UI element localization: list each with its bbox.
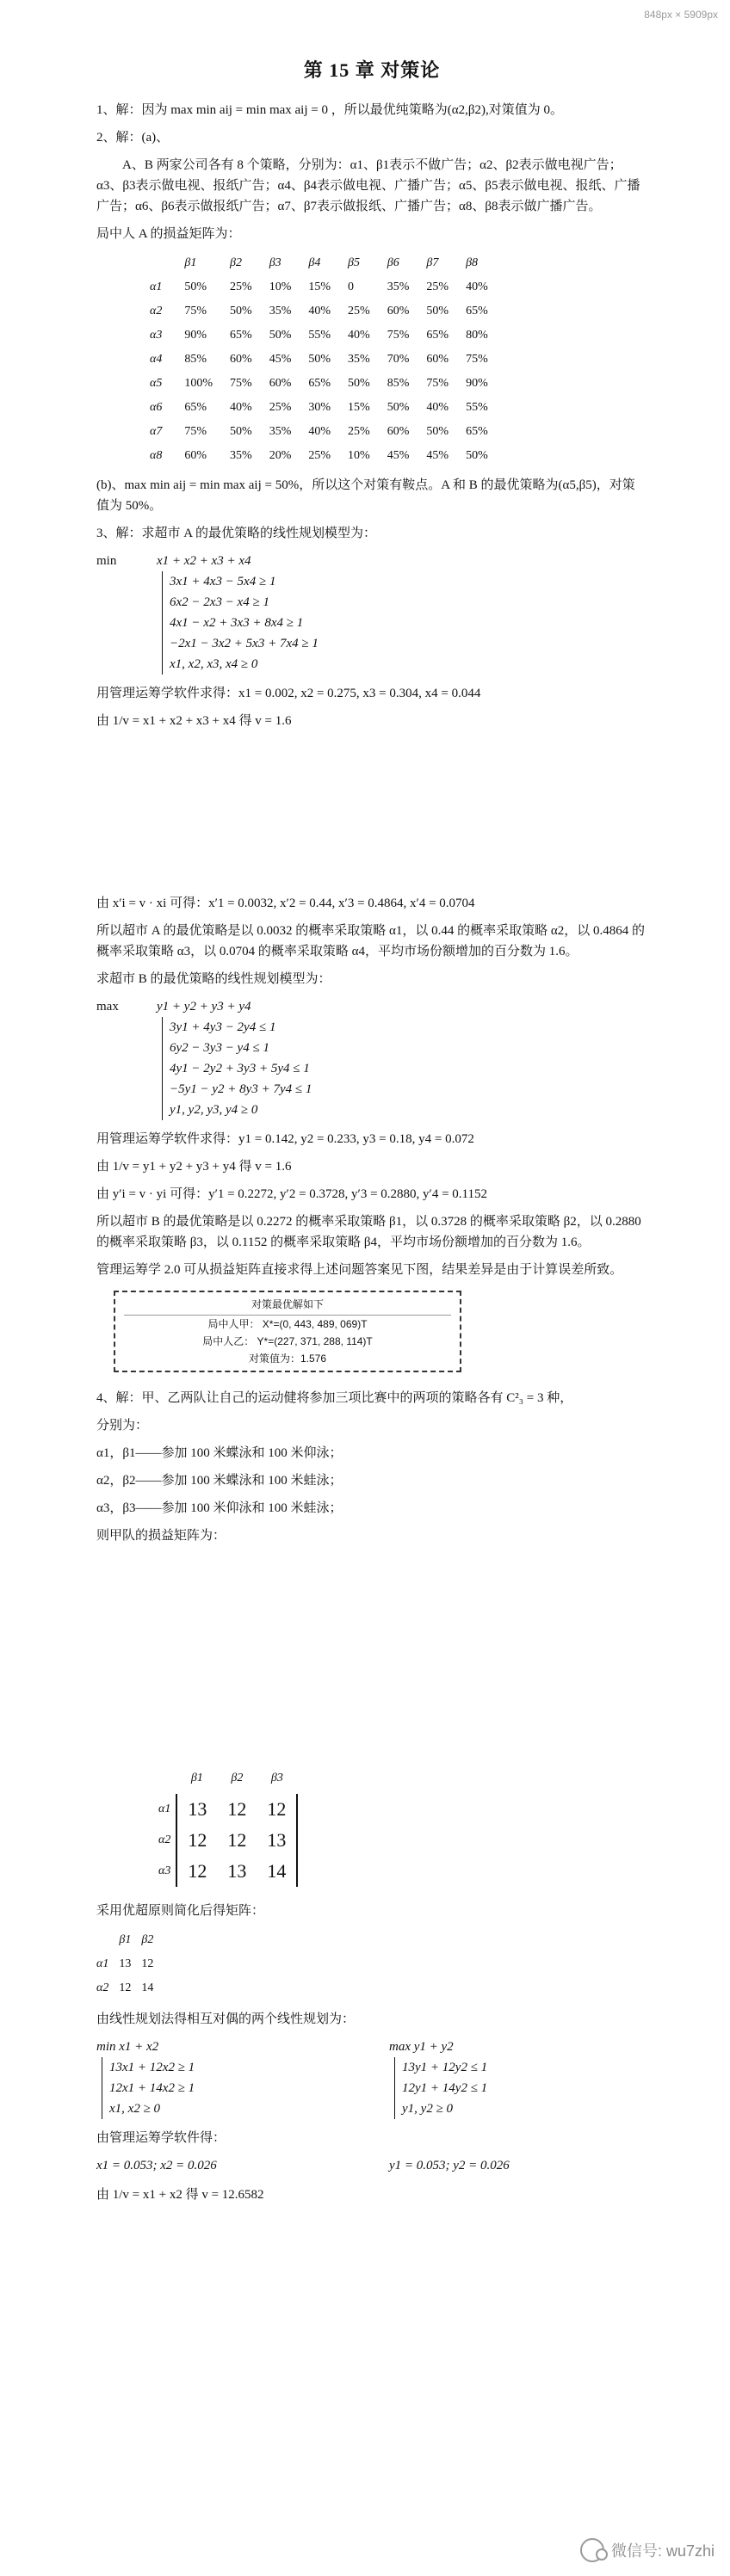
- payoff-cell: 50%: [426, 425, 449, 438]
- payoff-cell: 75%: [387, 329, 410, 342]
- payoff-cell: 65%: [426, 329, 449, 342]
- q3-note: 管理运筹学 2.0 可从损益矩阵直接求得上述问题答案见下图，结果差异是由于计算误差所致。: [96, 1263, 623, 1277]
- q3-conclusion-a: 所以超市 A 的最优策略是以 0.0032 的概率采取策略 α1，以 0.44 的概率采取策略 α2，以 0.4864 的概率采取策略 α3，以 0.0704 的概率采取策略 α4，平均市场份额增加的百分数为 1.6。: [96, 924, 645, 958]
- payoff-row-label: α2: [150, 305, 163, 317]
- payoff-cell: 0: [348, 280, 355, 293]
- dual-max-constraint: 12y1 + 14y2 ≤ 1: [402, 2081, 488, 2095]
- matrix-row: [148, 1825, 297, 1856]
- payoff-cell: 60%: [230, 353, 252, 366]
- payoff-cell: 45%: [269, 353, 292, 366]
- q3-value-a: 由 1/v = x1 + x2 + x3 + x4 得 v = 1.6: [96, 714, 292, 728]
- lp-a-constraint: −2x1 − 3x2 + 5x3 + 7x4 ≥ 1: [170, 637, 319, 650]
- payoff-cell: 70%: [387, 353, 410, 366]
- payoff-row: [141, 299, 497, 324]
- lp-a-objective: x1 + x2 + x3 + x4: [157, 554, 251, 568]
- q3-heading: 3、解：求超市 A 的最优策略的线性规划模型为：: [96, 527, 377, 540]
- q4-software-note: 由管理运筹学软件得：: [96, 2131, 226, 2145]
- payoff-cell: 50%: [269, 329, 292, 342]
- payoff-cell: 65%: [230, 329, 252, 342]
- payoff-cell: 15%: [308, 280, 331, 293]
- payoff-col-header: β2: [230, 256, 243, 269]
- result-line: 局中人甲： X*=(0, 443, 489, 069)T: [207, 1318, 368, 1330]
- payoff-cell: 90%: [184, 329, 207, 342]
- payoff-row-label: α7: [150, 425, 163, 438]
- payoff-cell: 35%: [230, 449, 252, 462]
- payoff-row: [141, 420, 497, 444]
- dual-min-objective: min x1 + x2: [96, 2040, 159, 2054]
- lp-a-constraint: x1, x2, x3, x4 ≥ 0: [170, 657, 258, 671]
- dual-max-constraints: [394, 2057, 647, 2119]
- payoff-cell: 80%: [466, 329, 488, 342]
- payoff-cell: 60%: [387, 425, 410, 438]
- document-page: [96, 38, 647, 2212]
- matrix-cell: 13: [227, 1860, 247, 1882]
- dual-min-constraint: 13x1 + 12x2 ≥ 1: [109, 2061, 195, 2074]
- dual-solution-y: y1 = 0.053; y2 = 0.026: [389, 2159, 510, 2172]
- mini-cell: 12: [119, 1981, 132, 1994]
- matrix-cell: 12: [257, 1794, 297, 1825]
- matrix-col-header: β3: [270, 1772, 283, 1784]
- matrix-cell: 12: [227, 1798, 247, 1820]
- q4-heading: 4、解：甲、乙两队让自己的运动健将参加三项比赛中的两项的策略各有 C²₃ = 3 种，: [96, 1391, 573, 1405]
- payoff-cell: 40%: [230, 401, 252, 414]
- payoff-cell: 40%: [426, 401, 449, 414]
- matrix-col-header: β2: [231, 1772, 244, 1784]
- matrix-cell: 12: [176, 1856, 217, 1887]
- blank-gap: [96, 738, 647, 893]
- payoff-cell: 40%: [348, 329, 370, 342]
- lp-a-obj-label: min: [96, 554, 117, 568]
- result-line: 局中人乙： Y*=(227, 371, 288, 114)T: [202, 1335, 373, 1347]
- payoff-cell: 25%: [269, 401, 292, 414]
- payoff-cell: 25%: [348, 305, 370, 317]
- payoff-cell: 75%: [230, 377, 252, 390]
- q2b-answer: (b)、max min aij = min max aij = 50%，所以这个对策有鞍点。A 和 B 的最优策略为(α5,β5)，对策值为 50%。: [96, 478, 635, 513]
- matrix-cell: 13: [176, 1794, 217, 1825]
- lp-b-objective: y1 + y2 + y3 + y4: [157, 1000, 251, 1014]
- q3-solution-a: 用管理运筹学软件求得：x1 = 0.002, x2 = 0.275, x3 = 0.304, x4 = 0.044: [96, 687, 481, 700]
- payoff-cell: 75%: [184, 305, 207, 317]
- payoff-cell: 50%: [466, 449, 488, 462]
- mini-cell: 14: [141, 1981, 154, 1994]
- payoff-row-label: α6: [150, 401, 163, 414]
- payoff-cell: 50%: [230, 425, 252, 438]
- matrix-cell: 13: [257, 1825, 297, 1856]
- payoff-cell: 50%: [308, 353, 331, 366]
- matrix-col-header: β1: [190, 1772, 203, 1784]
- dual-min-constraint: x1, x2 ≥ 0: [109, 2102, 161, 2116]
- dual-max-constraint: y1, y2 ≥ 0: [402, 2102, 454, 2116]
- dual-solution-x: x1 = 0.053; x2 = 0.026: [96, 2159, 217, 2172]
- q2-body: A、B 两家公司各有 8 个策略，分别为：α1、β1表示不做广告；α2、β2表示做电视广告；α3、β3表示做电视、报纸广告；α4、β4表示做电视、广播广告；α5、β5表示做电视、报纸、广播广告；α6、β6表示做报纸广告；α7、β7表示做报纸、广播广告；α8、β8表示做广播广告。: [96, 158, 640, 213]
- matrix-cell: 14: [257, 1856, 297, 1887]
- payoff-cell: 65%: [184, 401, 207, 414]
- dual-max-constraint: 13y1 + 12y2 ≤ 1: [402, 2061, 488, 2074]
- mini-cell: 13: [119, 1957, 132, 1970]
- payoff-cell: 45%: [387, 449, 410, 462]
- dual-min-constraints: [102, 2057, 355, 2119]
- lp-a-constraints: [162, 571, 319, 675]
- payoff-cell: 50%: [184, 280, 207, 293]
- payoff-cell: 50%: [230, 305, 252, 317]
- q2-heading: 2、解：(a)、: [96, 131, 170, 145]
- payoff-cell: 50%: [348, 377, 370, 390]
- matrix-corner: [148, 1763, 176, 1794]
- matrix-header-row: [148, 1763, 297, 1794]
- matrix-row-label: α2: [158, 1833, 171, 1846]
- matrix-row: [148, 1856, 297, 1887]
- matrix-row-label: α1: [158, 1803, 171, 1815]
- lp-b-constraint: 6y2 − 3y3 − y4 ≤ 1: [170, 1041, 269, 1055]
- dual-lp-max: [389, 2037, 647, 2119]
- payoff-col-header: β4: [308, 256, 321, 269]
- payoff-col-header: β8: [466, 256, 479, 269]
- matrix-cell: 12: [176, 1825, 217, 1856]
- simplified-matrix: [96, 1928, 164, 2000]
- q2-matrix-title: 局中人 A 的损益矩阵为：: [96, 227, 241, 241]
- payoff-row: [141, 444, 497, 468]
- dual-max-objective: max y1 + y2: [389, 2040, 454, 2054]
- mini-cell: 12: [141, 1957, 154, 1970]
- dual-lp-models: [96, 2037, 647, 2119]
- payoff-row-label: α5: [150, 377, 163, 390]
- q4-matrix-title: 则甲队的损益矩阵为：: [96, 1529, 226, 1543]
- payoff-col-header: β6: [387, 256, 399, 269]
- payoff-cell: 85%: [387, 377, 410, 390]
- payoff-cell: 25%: [426, 280, 449, 293]
- payoff-row-label: α8: [150, 449, 163, 462]
- payoff-row: [141, 348, 497, 372]
- mini-col-header: β2: [141, 1933, 154, 1946]
- mini-body: [96, 1952, 164, 2000]
- payoff-cell: 60%: [269, 377, 292, 390]
- lp-model-b: [96, 996, 647, 1120]
- payoff-cell: 90%: [466, 377, 488, 390]
- q4-dual-title: 由线性规划法得相互对偶的两个线性规划为：: [96, 2012, 356, 2026]
- q4-simplify: 采用优超原则简化后得矩阵：: [96, 1904, 265, 1918]
- payoff-cell: 40%: [308, 425, 331, 438]
- q4-subheading: 分别为：: [96, 1419, 149, 1433]
- payoff-cell: 25%: [348, 425, 370, 438]
- payoff-cell: 10%: [348, 449, 370, 462]
- q3-heading-b: 求超市 B 的最优策略的线性规划模型为：: [96, 972, 331, 986]
- payoff-col-header: β1: [184, 256, 197, 269]
- payoff-cell: 35%: [348, 353, 370, 366]
- lp-b-constraint: −5y1 − y2 + 8y3 + 7y4 ≤ 1: [170, 1082, 312, 1096]
- payoff-cell: 40%: [466, 280, 488, 293]
- payoff-matrix-table: [141, 251, 497, 468]
- payoff-cell: 10%: [269, 280, 292, 293]
- payoff-col-header: β5: [348, 256, 361, 269]
- lp-b-constraint: 3y1 + 4y3 − 2y4 ≤ 1: [170, 1020, 276, 1034]
- lp-a-constraint: 6x2 − 2x3 − x4 ≥ 1: [170, 595, 269, 609]
- q1-answer: 1、解：因为 max min aij = min max aij = 0 ，所以最优纯策略为(α2,β2),对策值为 0。: [96, 103, 563, 117]
- payoff-cell: 30%: [308, 401, 331, 414]
- payoff-cell: 75%: [184, 425, 207, 438]
- q3-yprime: 由 y′i = v · yi 可得：y′1 = 0.2272, y′2 = 0.3728, y′3 = 0.2880, y′4 = 0.1152: [96, 1187, 487, 1201]
- q4-strategy-1: α1，β1——参加 100 米蝶泳和 100 米仰泳；: [96, 1446, 343, 1460]
- payoff-row: [141, 324, 497, 348]
- payoff-cell: 55%: [308, 329, 331, 342]
- result-box: [114, 1291, 461, 1372]
- payoff-cell: 40%: [308, 305, 331, 317]
- payoff-cell: 50%: [387, 401, 410, 414]
- dual-lp-min: [96, 2037, 355, 2119]
- payoff-header-row: [141, 251, 497, 275]
- lp-b-constraint: y1, y2, y3, y4 ≥ 0: [170, 1103, 258, 1117]
- lp-a-constraint: 3x1 + 4x3 − 5x4 ≥ 1: [170, 575, 276, 589]
- q3-value-b: 由 1/v = y1 + y2 + y3 + y4 得 v = 1.6: [96, 1160, 292, 1174]
- lp-model-a: [96, 551, 647, 675]
- mini-corner: [96, 1928, 119, 1952]
- payoff-row: [141, 396, 497, 420]
- payoff-cell: 100%: [184, 377, 213, 390]
- payoff-row-label: α1: [150, 280, 163, 293]
- payoff-cell: 25%: [230, 280, 252, 293]
- payoff-matrix-3x3: [148, 1763, 647, 1887]
- wechat-watermark: [580, 2538, 715, 2562]
- mini-header-row: [96, 1928, 164, 1952]
- lp-b-constraints: [162, 1017, 312, 1120]
- payoff-row-label: α3: [150, 329, 163, 342]
- q3-solution-b: 用管理运筹学软件求得：y1 = 0.142, y2 = 0.233, y3 = 0.18, y4 = 0.072: [96, 1132, 474, 1146]
- payoff-cell: 65%: [466, 425, 488, 438]
- lp-b-obj-label: max: [96, 1000, 119, 1014]
- payoff-cell: 65%: [308, 377, 331, 390]
- payoff-corner: [141, 251, 176, 275]
- q3-xprime: 由 x′i = v · xi 可得：x′1 = 0.0032, x′2 = 0.44, x′3 = 0.4864, x′4 = 0.0704: [96, 897, 475, 910]
- payoff-row-label: α4: [150, 353, 163, 366]
- payoff-cell: 75%: [426, 377, 449, 390]
- payoff-cell: 75%: [466, 353, 488, 366]
- payoff-col-header: β7: [426, 256, 439, 269]
- dual-solutions: [96, 2155, 647, 2176]
- blank-gap: [96, 1553, 647, 1759]
- payoff-col-header: β3: [269, 256, 281, 269]
- mini-col-header: β1: [119, 1933, 132, 1946]
- chapter-title: 第 15 章 对策论: [303, 59, 441, 81]
- q4-strategy-2: α2，β2——参加 100 米蝶泳和 100 米蛙泳；: [96, 1474, 343, 1488]
- payoff-cell: 45%: [426, 449, 449, 462]
- payoff-cell: 20%: [269, 449, 292, 462]
- payoff-cell: 25%: [308, 449, 331, 462]
- payoff-cell: 85%: [184, 353, 207, 366]
- matrix-row-label: α3: [158, 1864, 171, 1877]
- payoff-cell: 35%: [387, 280, 410, 293]
- result-line: 对策值为：1.576: [248, 1353, 327, 1365]
- result-box-header: 对策最优解如下: [124, 1296, 451, 1316]
- payoff-row: [141, 275, 497, 299]
- payoff-cell: 55%: [466, 401, 488, 414]
- payoff-cell: 35%: [269, 425, 292, 438]
- payoff-cell: 50%: [426, 305, 449, 317]
- q3-conclusion-b: 所以超市 B 的最优策略是以 0.2272 的概率采取策略 β1，以 0.3728 的概率采取策略 β2，以 0.2880 的概率采取策略 β3，以 0.1152 的概率采取策略 β4，平均市场份额增加的百分数为 1.6。: [96, 1215, 641, 1249]
- mini-row-label: α1: [96, 1957, 109, 1970]
- mini-row: [96, 1976, 164, 2000]
- matrix-cell: 12: [227, 1829, 247, 1851]
- payoff-cell: 60%: [184, 449, 207, 462]
- payoff-cell: 60%: [426, 353, 449, 366]
- lp-b-constraint: 4y1 − 2y2 + 3y3 + 5y4 ≤ 1: [170, 1062, 310, 1075]
- q4-strategy-3: α3，β3——参加 100 米仰泳和 100 米蛙泳；: [96, 1501, 343, 1515]
- q4-value: 由 1/v = x1 + x2 得 v = 12.6582: [96, 2188, 264, 2202]
- watermark-text: 微信号: wu7zhi: [610, 2542, 715, 2560]
- payoff-cell: 65%: [466, 305, 488, 317]
- payoff-body: [141, 275, 497, 468]
- mini-row: [96, 1952, 164, 1976]
- matrix-body: [148, 1794, 297, 1887]
- wechat-icon: [580, 2538, 604, 2562]
- matrix-row: [148, 1794, 297, 1825]
- mini-row-label: α2: [96, 1981, 109, 1994]
- image-size-label: 848px × 5909px: [644, 9, 718, 21]
- payoff-cell: 15%: [348, 401, 370, 414]
- payoff-cell: 60%: [387, 305, 410, 317]
- payoff-cell: 35%: [269, 305, 292, 317]
- payoff-row: [141, 372, 497, 396]
- lp-a-constraint: 4x1 − x2 + 3x3 + 8x4 ≥ 1: [170, 616, 304, 630]
- dual-min-constraint: 12x1 + 14x2 ≥ 1: [109, 2081, 195, 2095]
